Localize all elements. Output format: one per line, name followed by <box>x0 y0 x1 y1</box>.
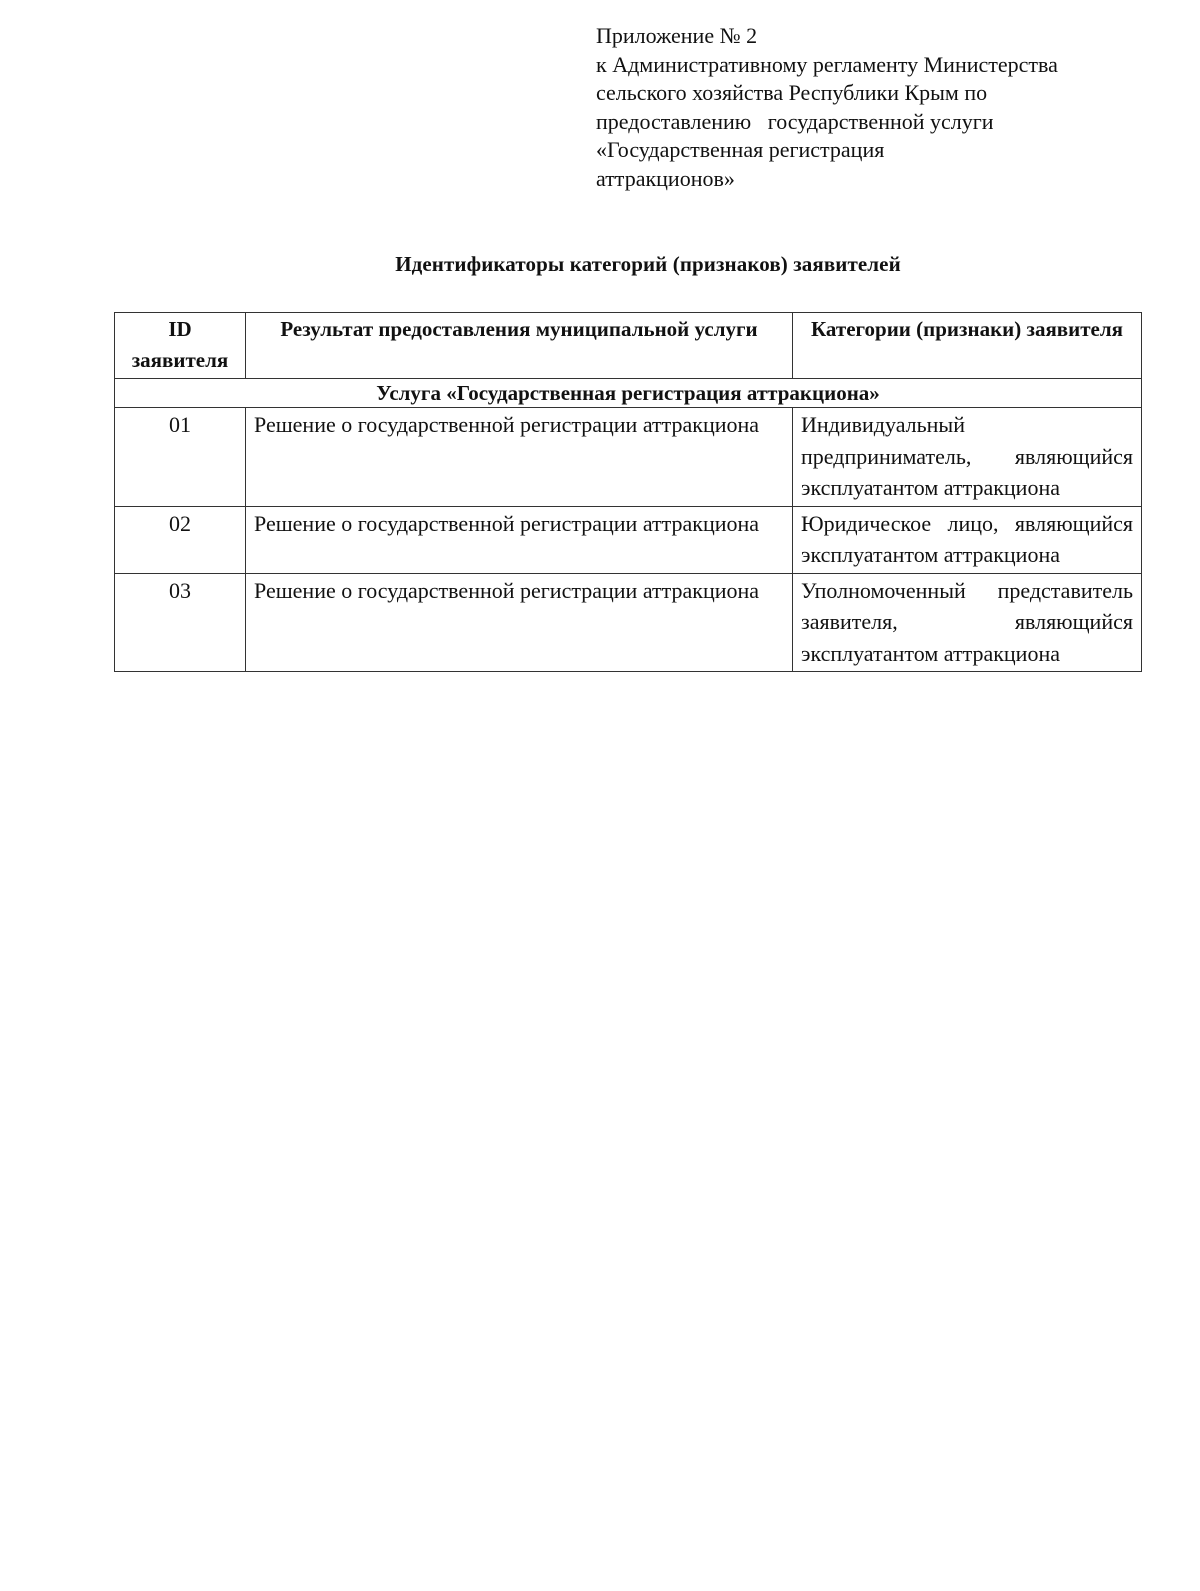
annex-line: к Административному регламенту Министерства <box>596 51 1058 77</box>
cell-category: Уполномоченный представитель заявителя, являющийся эксплуатантом аттракциона <box>793 573 1142 672</box>
header-result: Результат предоставления муниципальной услуги <box>246 313 793 379</box>
header-id: ID заявителя <box>115 313 246 379</box>
cell-id: 03 <box>115 573 246 672</box>
applicant-identifiers-table <box>114 312 1142 672</box>
table-header-row <box>115 313 1142 379</box>
annex-line: Приложение № 2 <box>596 23 758 48</box>
cell-result: Решение о государственной регистрации аттракциона <box>246 408 793 507</box>
annex-line: «Государственная регистрация <box>596 137 885 162</box>
cell-id: 02 <box>115 506 246 573</box>
cell-id: 01 <box>115 408 246 507</box>
table-row <box>115 573 1142 672</box>
cell-result: Решение о государственной регистрации аттракциона <box>246 573 793 672</box>
table-row <box>115 506 1142 573</box>
cell-result: Решение о государственной регистрации аттракциона <box>246 506 793 573</box>
annex-line: аттракционов» <box>596 165 735 191</box>
cell-category: Юридическое лицо, являющийся эксплуатантом аттракциона <box>793 506 1142 573</box>
header-category: Категории (признаки) заявителя <box>793 313 1142 379</box>
annex-line: сельского хозяйства Республики Крым по <box>596 80 988 105</box>
annex-line: предоставлению государственной услуги <box>596 108 994 134</box>
section-row <box>115 379 1142 408</box>
annex-header <box>596 22 1136 193</box>
document-title: Идентификаторы категорий (признаков) заявителей <box>395 252 901 276</box>
cell-category: Индивидуальный предприниматель, являющийся эксплуатантом аттракциона <box>793 408 1142 507</box>
section-title: Услуга «Государственная регистрация аттракциона» <box>115 379 1142 408</box>
table-row <box>115 408 1142 507</box>
